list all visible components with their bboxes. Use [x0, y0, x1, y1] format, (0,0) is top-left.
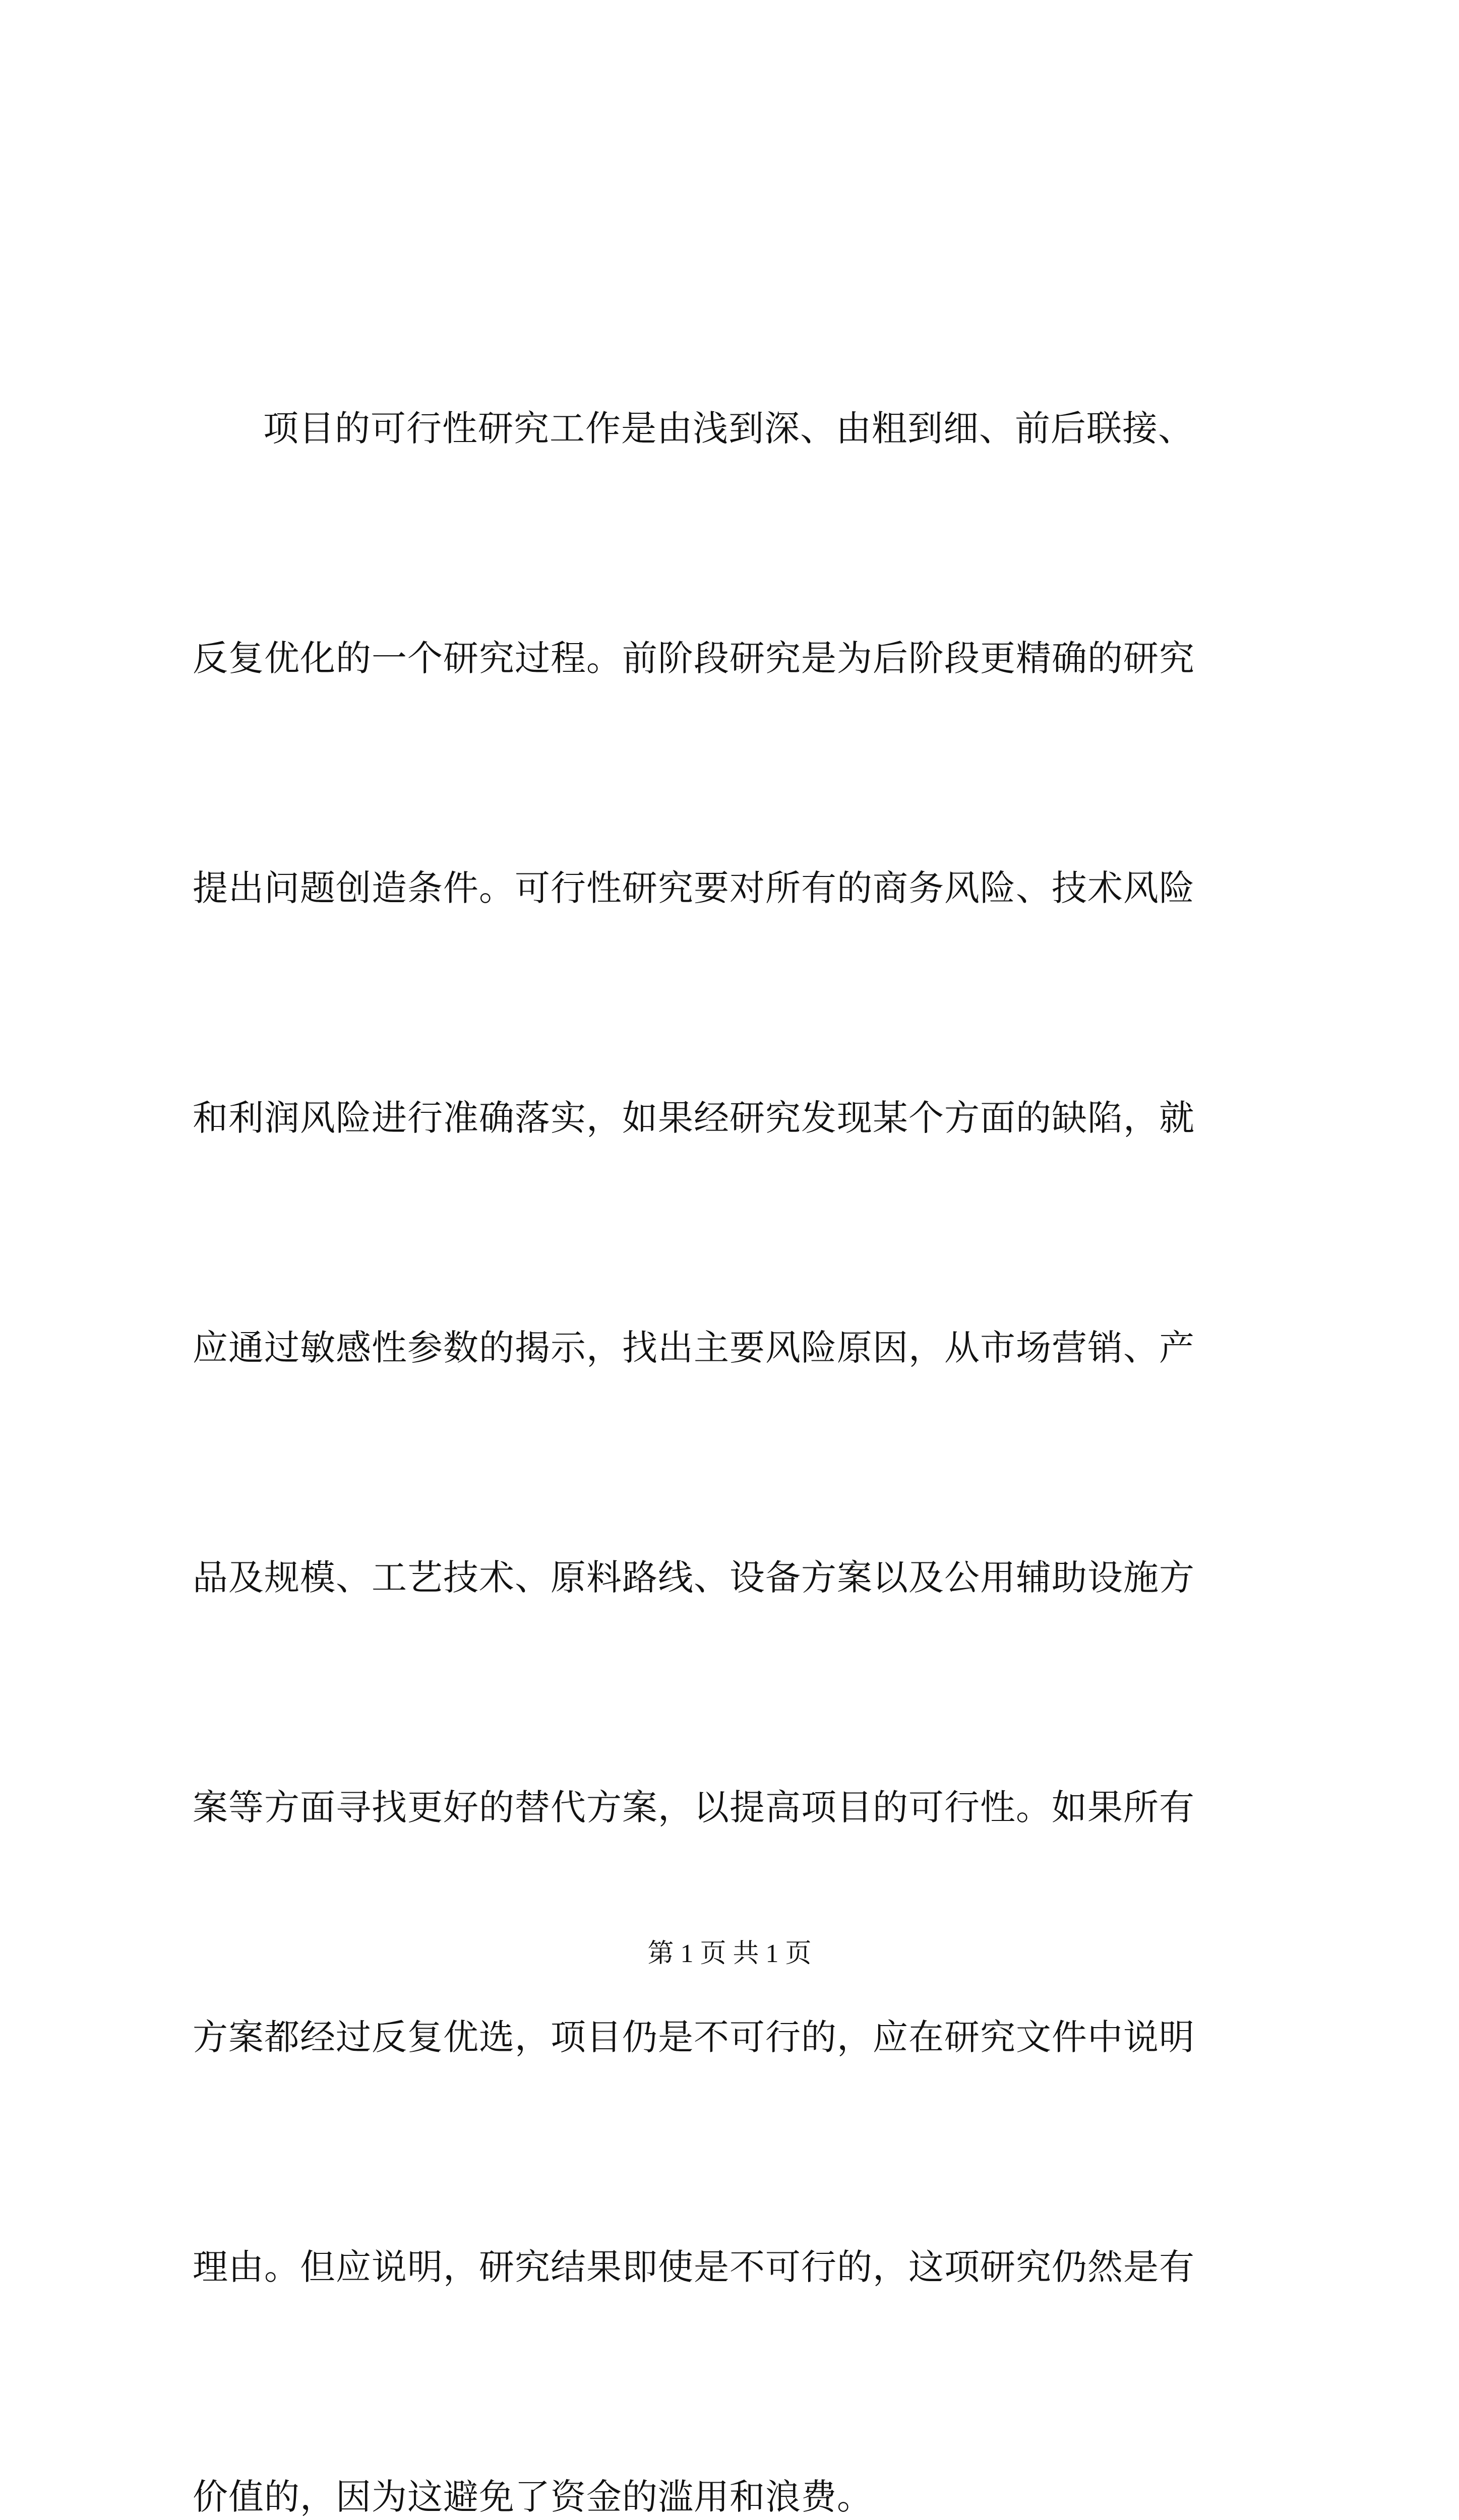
text-line: 提出问题创造条件。可行性研究要对所有的商务风险、技术风险 [193, 867, 1195, 909]
text-line: 方案都经过反复优选，项目仍是不可行的，应在研究文件中说明 [193, 2017, 1195, 2058]
text-line: 反复优化的一个研究过程。前阶段研究是为后阶段更精确的研究 [193, 638, 1195, 679]
page-number-footer: 第 1 页 共 1 页 [647, 1939, 812, 1968]
text-line: 价值的，因为这避免了资金的滥用和浪费。 [193, 2476, 873, 2517]
text-line: 品及规模、工艺技术、原料路线、设备方案以及公用辅助设施方 [193, 1557, 1195, 1598]
text-line: 应通过敏感性参数的揭示，找出主要风险原因，从市场营销、产 [193, 1327, 1195, 1368]
text-line: 和利润风险进行准确落实，如果经研究发现某个方面的缺陷，就 [193, 1097, 1195, 1139]
text-line: 案等方面寻找更好的替代方案，以提高项目的可行性。如果所有 [193, 1787, 1195, 1828]
paragraph-feasibility-process [193, 237, 1276, 2520]
document-body [193, 237, 1276, 2520]
text-line: 项目的可行性研究工作是由浅到深、由粗到细、前后联接、 [263, 408, 1194, 449]
text-line: 理由。但应说明，研究结果即使是不可行的，这项研究仍然是有 [193, 2246, 1195, 2288]
